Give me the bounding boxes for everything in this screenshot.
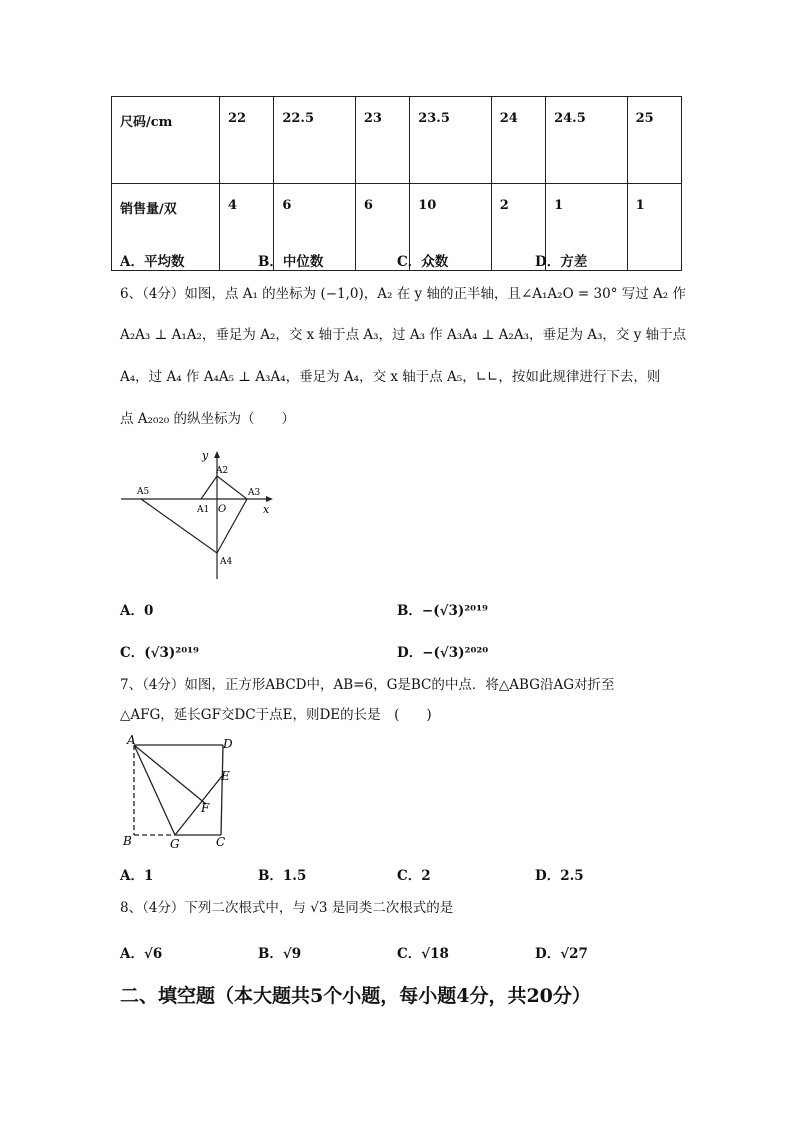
segment-af xyxy=(134,745,206,804)
q7-line-1: 7、（4分）如图，正方形ABCD中，AB=6，G是BC的中点．将△ABG沿AG对折至 xyxy=(120,677,615,693)
label-c: C xyxy=(216,835,226,849)
label-x: x xyxy=(263,503,270,516)
q8-option-d: D．√27 xyxy=(535,946,588,962)
table-cell: 22.5 xyxy=(274,97,356,184)
table-cell: 2 xyxy=(491,184,545,271)
section-2-title: 二、填空题（本大题共5个小题，每小题4分，共20分） xyxy=(120,985,591,1007)
q7-line-2: △AFG，延长GF交DC于点E，则DE的长是 ( ) xyxy=(120,707,432,723)
q8-option-b: B．√9 xyxy=(258,946,302,962)
table-cell: 销售量/双 xyxy=(112,184,220,271)
q6-line-1: 6、（4分）如图，点 A₁ 的坐标为 (−1,0)，A₂ 在 y 轴的正半轴，且∠A₁A₂O = 30° 写过 A₂ 作 xyxy=(120,286,686,302)
table-cell: 24 xyxy=(491,97,545,184)
label-a2: A2 xyxy=(216,466,229,476)
label-a3: A3 xyxy=(248,488,261,498)
label-g: G xyxy=(170,837,180,851)
q6-figure xyxy=(115,445,285,585)
label-a: A xyxy=(127,733,136,747)
q5-option-b: B．中位数 xyxy=(258,254,324,270)
label-f: F xyxy=(201,801,210,815)
table-cell: 24.5 xyxy=(546,97,628,184)
q7-option-d: D．2.5 xyxy=(535,868,584,884)
q8-option-c: C．√18 xyxy=(397,946,449,962)
table-cell: 尺码/cm xyxy=(112,97,220,184)
q6-line-2: A₂A₃ ⊥ A₁A₂，垂足为 A₂，交 x 轴于点 A₃，过 A₃ 作 A₃A₄ ⊥ A₂A₃，垂足为 A₃，交 y 轴于点 xyxy=(120,327,687,343)
table-cell: 23.5 xyxy=(410,97,492,184)
q8-line-1: 8、（4分）下列二次根式中，与 √3 是同类二次根式的是 xyxy=(120,900,454,916)
spiral-lines xyxy=(141,476,247,553)
label-o: O xyxy=(218,504,227,515)
q6-line-3: A₄，过 A₄ 作 A₄A₅ ⊥ A₃A₄，垂足为 A₄，交 x 轴于点 A₅，∟∟，按如此规律进行下去，则 xyxy=(120,369,661,385)
q8-option-a: A．√6 xyxy=(120,946,163,962)
label-d: D xyxy=(223,737,233,751)
label-a5: A5 xyxy=(137,487,150,497)
q6-option-d: D．−(√3)²⁰²⁰ xyxy=(397,645,489,661)
table-cell: 4 xyxy=(220,184,274,271)
table-cell: 6 xyxy=(274,184,356,271)
table-cell: 1 xyxy=(627,184,681,271)
q6-option-a: A．0 xyxy=(120,603,154,619)
table-row xyxy=(112,97,682,184)
q6-line-4: 点 A₂₀₂₀ 的纵坐标为（ ） xyxy=(120,411,295,427)
x-axis-arrow-icon xyxy=(266,496,273,502)
table-cell: 25 xyxy=(627,97,681,184)
label-y: y xyxy=(202,449,209,462)
table-cell: 1 xyxy=(546,184,628,271)
q6-option-b: B．−(√3)²⁰¹⁹ xyxy=(397,603,488,619)
label-b: B xyxy=(123,834,132,848)
q5-option-a: A．平均数 xyxy=(120,254,185,270)
table-cell: 10 xyxy=(410,184,492,271)
table-cell: 6 xyxy=(355,184,409,271)
q7-option-b: B．1.5 xyxy=(258,868,307,884)
q7-option-c: C．2 xyxy=(397,868,431,884)
label-e: E xyxy=(221,769,230,783)
q5-option-c: C．众数 xyxy=(397,254,449,270)
table-cell: 23 xyxy=(355,97,409,184)
q5-option-d: D．方差 xyxy=(535,254,588,270)
segment-ag xyxy=(134,745,175,835)
q7-figure xyxy=(115,733,250,853)
label-a1: A1 xyxy=(197,505,210,515)
side-dc xyxy=(221,745,223,835)
q7-option-a: A．1 xyxy=(120,868,154,884)
y-axis-arrow-icon xyxy=(214,451,220,458)
size-sales-table xyxy=(111,96,682,271)
table-cell: 22 xyxy=(220,97,274,184)
q6-option-c: C．(√3)²⁰¹⁹ xyxy=(120,645,199,661)
label-a4: A4 xyxy=(220,557,233,567)
